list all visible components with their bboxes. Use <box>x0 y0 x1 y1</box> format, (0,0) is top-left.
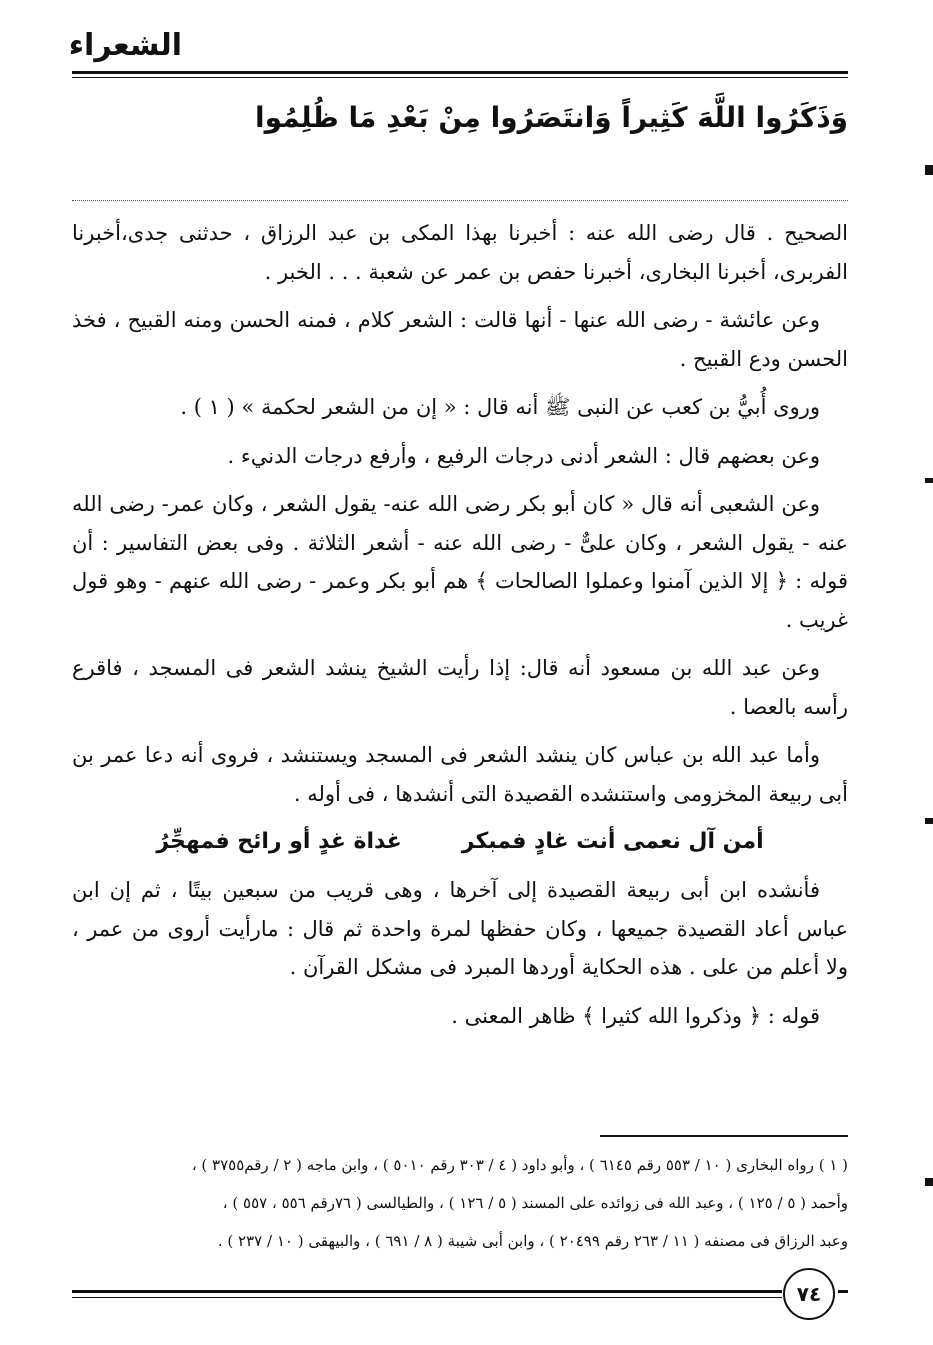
paragraph: فأنشده ابن أبى ربيعة القصيدة إلى آخرها ، وهى قريب من سبعين بيتًا ، ثم إن ابن عباس أعاد القصيدة جميعها ، وكان حفظها لمرة واحدة ثم قال : مارأيت أروى من عمر ، ولا أعلم من على . هذه الحكاية أوردها المبرد فى مشكل القرآن . <box>72 878 848 979</box>
paragraph: وأما عبد الله بن عباس كان ينشد الشعر فى المسجد ويستنشد ، فروى أنه دعا عمر بن أبى ربيعة المخزومى واستنشده القصيدة التى أنشدها ، فى أوله . <box>72 743 848 806</box>
footnotes <box>72 1146 848 1260</box>
paragraph: وعن بعضهم قال : الشعر أدنى درجات الرفيع ، وأرفع درجات الدنيء . <box>227 443 820 468</box>
quranic-verse-heading: وَذَكَرُوا اللَّهَ كَثِيراً وَانتَصَرُوا مِنْ بَعْدِ مَا ظُلِمُوا <box>255 101 848 134</box>
footer-rule-right <box>838 1290 848 1293</box>
scan-edge-mark <box>925 1178 933 1186</box>
footer-rule <box>72 1290 782 1293</box>
paragraph: وعن الشعبى أنه قال « كان أبو بكر رضى الله عنه- يقول الشعر ، وكان عمر- رضى الله عنه - يقول الشعر ، وكان علىٌّ - رضى الله عنه - أشعر الثلاثة . وفى بعض التفاسير : أن قوله : ﴿ إلا الذين آمنوا وعملوا الصالحات ﴾ هم أبو بكر وعمر - رضى الله عنهم - وهو قول غريب . <box>72 492 848 632</box>
footnote-line: وعبد الرزاق فى مصنفه ( ١١ / ٢٦٣ رقم ٢٠٤٩٩ ) ، وابن أبى شيبة ( ٨ / ٦٩١ ) ، والبيهقى ( ١٠ / ٢٣٧ ) . <box>217 1232 848 1250</box>
header-rule-thin <box>72 77 848 78</box>
header-rule <box>72 71 848 74</box>
scan-edge-mark <box>925 478 933 483</box>
scan-edge-mark <box>925 818 933 824</box>
footnote-line: ( ١ ) رواه البخارى ( ١٠ / ٥٥٣ رقم ٦١٤٥ ) ، وأبو داود ( ٤ / ٣٠٣ رقم ٥٠١٠ ) ، وابن ماجه ( ٢ / رقم٣٧٥٥ ) ، <box>191 1156 848 1174</box>
paragraph: وعن عائشة - رضى الله عنها - أنها قالت : الشعر كلام ، فمنه الحسن ومنه القبيح ، فخذ الحسن ودع القبيح . <box>72 308 848 371</box>
paragraph: الصحيح . قال رضى الله عنه : أخبرنا بهذا المكى بن عبد الرزاق ، حدثنى جدى،أخبرنا الفربرى، أخبرنا البخارى، أخبرنا حفص بن عمر عن شعبة . . . الخبر . <box>72 221 848 284</box>
main-text <box>72 214 848 1045</box>
poem-hemistich-second: غداة غدٍ أو رائح فمهجِّرُ <box>156 829 402 854</box>
footnote-rule <box>600 1135 848 1137</box>
paragraph: قوله : ﴿ وذكروا الله كثيرا ﴾ ظاهر المعنى . <box>451 1003 820 1028</box>
scan-edge-mark <box>925 165 933 175</box>
poem-hemistich-first: أمن آل نعمى أنت غادٍ فمبكر <box>461 829 764 854</box>
poem-verse <box>72 823 848 861</box>
paragraph: وروى أُبيُّ بن كعب عن النبى ﷺ أنه قال : « إن من الشعر لحكمة » ( ١ ) . <box>180 395 820 419</box>
footnote-line: وأحمد ( ٥ / ١٢٥ ) ، وعبد الله فى زوائده على المسند ( ٥ / ١٢٦ ) ، والطيالسى ( ٧٦رقم ٥٥٦ ، ٥٥٧ ) ، <box>222 1194 848 1212</box>
page-number: ٧٤ <box>783 1268 835 1320</box>
paragraph: وعن عبد الله بن مسعود أنه قال: إذا رأيت الشيخ ينشد الشعر فى المسجد ، فاقرع رأسه بالعصا . <box>72 656 848 719</box>
verse-separator <box>72 200 848 202</box>
running-head: الشعراء <box>68 28 182 63</box>
footer-rule-thin <box>72 1297 782 1298</box>
